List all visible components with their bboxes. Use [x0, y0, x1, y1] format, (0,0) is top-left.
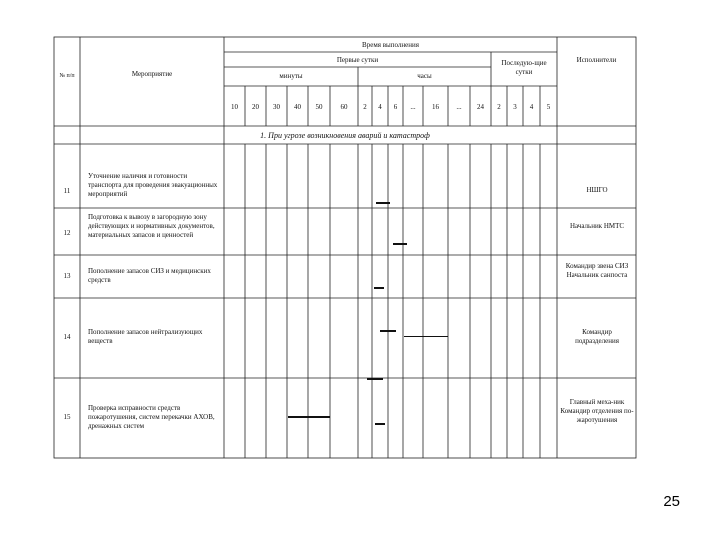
gantt-bar [376, 202, 390, 204]
row-number: 11 [63, 187, 71, 195]
row-executor: НШГО [586, 186, 608, 194]
row-event: Подготовка к вывозу в загородную зону действующих и нормативных документов, материальных запасов и ценностей [88, 213, 215, 239]
hours-header: часы [417, 72, 432, 80]
row-executor: Начальник НМТС [569, 222, 625, 230]
tick-minute: 50 [315, 103, 323, 111]
tick-day: 3 [513, 103, 517, 111]
gantt-bar [380, 330, 396, 332]
row-number: 14 [63, 333, 71, 341]
tick-day: 2 [497, 103, 501, 111]
row-number: 12 [63, 229, 71, 237]
row-executor: Командир звена СИЗ Начальник санпоста [565, 262, 629, 279]
tick-hour: 24 [477, 103, 484, 111]
time-header: Время выполнения [362, 41, 419, 49]
page-number: 25 [663, 493, 680, 510]
row-event: Уточнение наличия и готовности транспорта для проведения эвакуационных мероприятий [88, 172, 218, 198]
gantt-bar [393, 243, 407, 245]
gantt-line [404, 336, 448, 337]
gantt-bar [374, 287, 384, 289]
tick-hour: 4 [378, 103, 382, 111]
tick-hour: 6 [393, 103, 398, 111]
tick-minute: 20 [252, 103, 259, 111]
row-number: 13 [63, 272, 71, 280]
gantt-bar [375, 423, 385, 425]
tick-hour: 16 [432, 103, 439, 111]
tick-hour: ... [410, 103, 416, 111]
tick-minute: 30 [273, 103, 280, 111]
row-event: Проверка исправности средств пожаротушения, систем перекачки АХОВ, дренажных систем [88, 404, 215, 430]
gantt-bar [288, 416, 330, 418]
minutes-header: минуты [279, 72, 303, 80]
executor-header: Исполнители [576, 56, 617, 64]
row-event: Пополнение запасов нейтрализующих веществ [88, 328, 203, 345]
row-number: 15 [63, 413, 71, 421]
following-days-header: Последую-щие сутки [501, 59, 547, 76]
num-header: № п/п [59, 73, 75, 79]
row-event: Пополнение запасов СИЗ и медицинских средств [88, 267, 211, 284]
row-executor: Главный меха-ник Командир отделения по-жаротушения [560, 398, 634, 424]
tick-hour: ... [456, 103, 462, 111]
tick-minute: 10 [231, 103, 238, 111]
tick-day: 4 [529, 103, 534, 111]
row-executor: Командир подразделения [575, 328, 619, 345]
tick-hour: 2 [363, 103, 367, 111]
gantt-bar [367, 378, 383, 380]
tick-minute: 40 [294, 103, 301, 111]
first-day-header: Первые сутки [336, 56, 379, 64]
section-title: 1. При угрозе возникновения аварий и катастроф [260, 131, 430, 140]
tick-day: 5 [546, 103, 551, 111]
tick-minute: 60 [340, 103, 348, 111]
event-header: Мероприятие [131, 70, 173, 78]
